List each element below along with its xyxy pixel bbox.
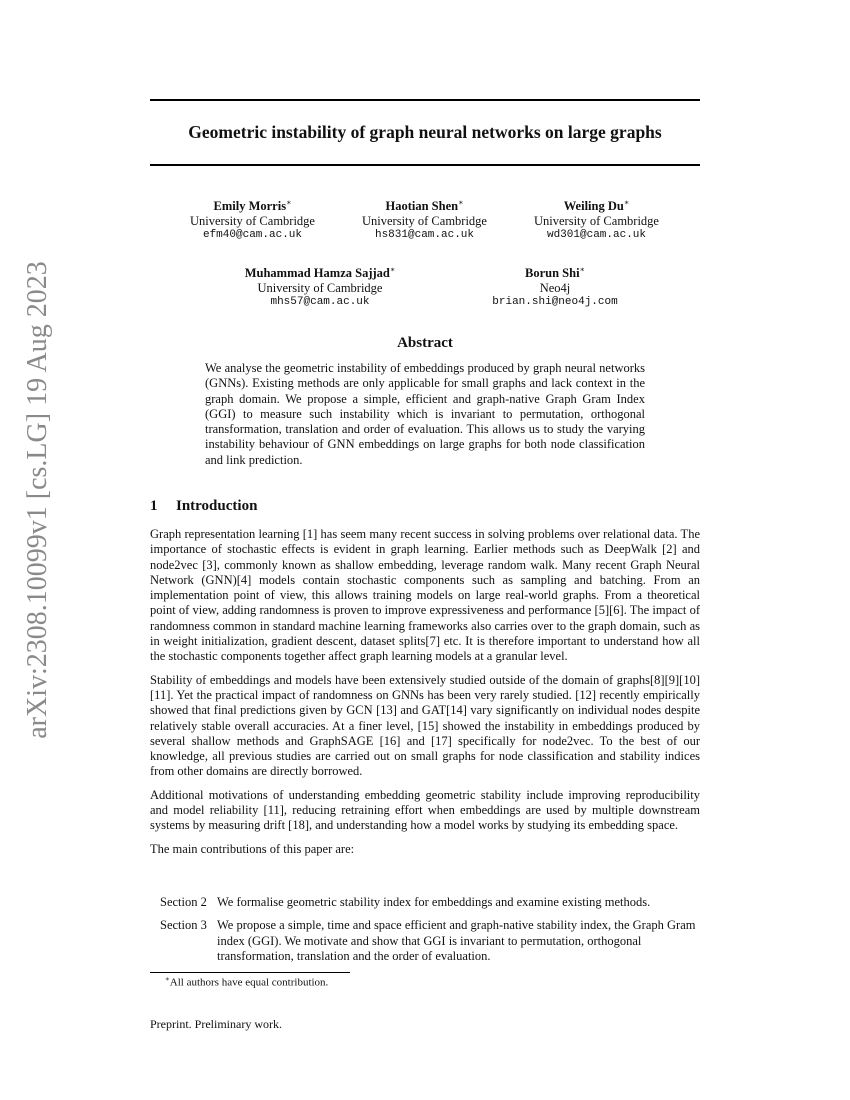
author-affiliation: University of Cambridge xyxy=(534,213,659,228)
author-affiliation: University of Cambridge xyxy=(257,280,383,295)
abstract-text: We analyse the geometric instability of embeddings produced by graph neural networks (GNNs). Existing methods are only applicable for small graphs and lack context in the graph domain. We propose a simple, efficient and graph-native Graph Gram Index (GGI) to measure such instability which is invariant to permutation, orthogonal transformation, translation and order of evaluation. This allows us to study the varying instability behaviour of GNN embeddings on large graphs for both node classification and link prediction. xyxy=(205,361,645,467)
author-block: Haotian Shen∗ University of Cambridge hs831@cam.ac.uk xyxy=(352,196,497,243)
author-affiliation: Neo4j xyxy=(539,280,571,295)
author-email: brian.shi@neo4j.com xyxy=(492,296,618,309)
section-number: 1 xyxy=(150,498,158,514)
title-rule-bottom xyxy=(150,164,700,166)
author-name: Weiling Du xyxy=(563,199,624,214)
list-item xyxy=(160,895,700,910)
preprint-note: Preprint. Preliminary work. xyxy=(150,1017,282,1031)
contribution-label: Section 2 xyxy=(160,895,207,909)
author-name: Emily Morris xyxy=(213,199,287,214)
section-title: Introduction xyxy=(176,498,258,514)
author-email: efm40@cam.ac.uk xyxy=(202,229,303,242)
author-email: mhs57@cam.ac.uk xyxy=(270,296,370,309)
arxiv-id: arXiv:2308.10099v1 [cs.LG] 19 Aug 2023 xyxy=(22,261,53,739)
introduction-body xyxy=(150,527,700,865)
abstract-heading: Abstract xyxy=(397,335,453,351)
footnote-text: All authors have equal contribution. xyxy=(169,976,329,989)
author-name: Haotian Shen xyxy=(385,199,459,214)
section-heading xyxy=(150,498,257,515)
list-item xyxy=(160,918,700,964)
contribution-text: We formalise geometric stability index for embeddings and examine existing methods. xyxy=(217,895,651,909)
author-affiliation: University of Cambridge xyxy=(190,213,315,228)
title-rule-top xyxy=(150,99,700,101)
author-block: Muhammad Hamza Sajjad∗ University of Cambridge mhs57@cam.ac.uk xyxy=(220,263,420,310)
footnote: ∗All authors have equal contribution. xyxy=(165,975,329,989)
paragraph: Stability of embeddings and models have been extensively studied outside of the domain of graphs[8][9][10][11]. Yet the practical impact of randomness on GNNs has been very rarely studied. [12] recently empirically showed that final predictions given by GCN [13] and GAT[14] vary significantly on individual nodes despite relatively stable overall accuracies. At a finer level, [15] showed the instability in embeddings produced by several shallow methods and GraphSAGE [16] and [17] specifically for node2vec. To the best of our knowledge, all previous studies are carried out on small graphs for node classification and stability indices from other domains are directly borrowed. xyxy=(150,672,700,779)
contributions-list xyxy=(160,895,700,972)
contribution-label: Section 3 xyxy=(160,918,207,933)
author-name: Borun Shi xyxy=(525,266,580,281)
author-affiliation: University of Cambridge xyxy=(362,213,487,228)
author-block: Borun Shi∗ Neo4j brian.shi@neo4j.com xyxy=(470,263,640,310)
author-block: Emily Morris∗ University of Cambridge efm40@cam.ac.uk xyxy=(180,196,325,243)
footnote-rule xyxy=(150,972,350,973)
paragraph: Additional motivations of understanding embedding geometric stability include improving reproducibility and model reliability [11], reducing retraining effort when embeddings are used by multiple downstream systems by measuring drift [18], and understanding how a model works by studying its embedding space. xyxy=(150,787,700,833)
contribution-text: We propose a simple, time and space efficient and graph-native stability index, the Graph Gram index (GGI). We motivate and show that GGI is invariant to permutation, orthogonal transformation, translation and the order of evaluation. xyxy=(217,918,696,963)
paragraph: Graph representation learning [1] has seem many recent success in solving problems over relational data. The importance of stochastic effects is evident in graph learning. Earlier methods such as DeepWalk [2] and node2vec [3], commonly known as shallow embedding, leverage random walk. Many recent Graph Neural Network (GNN)[4] models contain stochastic components such as sampling and batching. From an implementation point of view, this allows training models on large real-world graphs. From a theoretical point of view, adding randomness is proven to improve expressiveness and performance [5][6]. The impact of randomness common in standard machine learning frameworks also carries over to the graph domain, such as in weight initialization, gradient descent, dataset splits[7] etc. It is therefore important to understand how all the stochastic components together affect graph learning models at a granular level. xyxy=(150,527,700,664)
author-block: Weiling Du∗ University of Cambridge wd301@cam.ac.uk xyxy=(524,196,669,243)
author-email: wd301@cam.ac.uk xyxy=(546,229,647,242)
author-email: hs831@cam.ac.uk xyxy=(374,229,475,242)
author-name: Muhammad Hamza Sajjad xyxy=(244,266,390,281)
paragraph: The main contributions of this paper are: xyxy=(150,841,355,856)
paper-title: Geometric instability of graph neural networks on large graphs xyxy=(188,122,662,142)
